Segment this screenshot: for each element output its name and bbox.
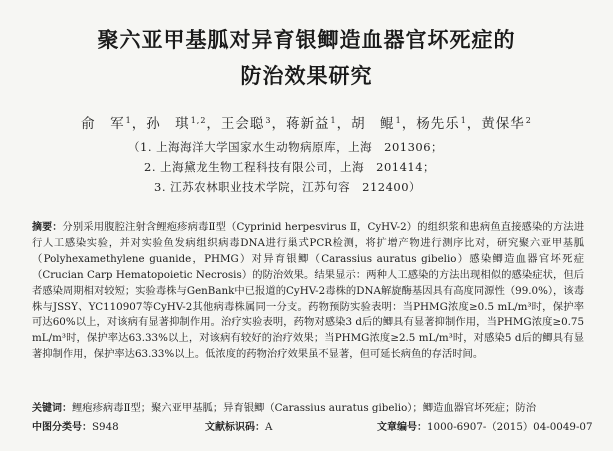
author: [81, 116, 132, 132]
keywords-label: 关键词：: [32, 403, 72, 414]
author-name: 王会聪: [220, 116, 265, 132]
author-name: 杨先乐: [416, 116, 460, 132]
author: [351, 116, 402, 132]
clc-number: [32, 418, 119, 433]
document-code-value: A: [265, 421, 273, 433]
author-separator: ，: [271, 116, 287, 132]
keywords-text: 鲤疱疹病毒Ⅱ型；聚六亚甲基胍；异育银鲫（Carassius auratus gibelio）；鲫造血器官坏死症；防治: [72, 402, 536, 414]
abstract: [32, 220, 584, 363]
author-separator: ，: [131, 116, 147, 132]
author-name: 胡 鲲: [351, 116, 395, 132]
affiliation-2: 2. 上海黛龙生物工程科技有限公司，上海 201414；: [144, 160, 436, 174]
author-name: 黄保华: [481, 116, 525, 132]
article-title-line-1: 聚六亚甲基胍对异育银鲫造血器官坏死症的: [97, 28, 516, 52]
author-affiliation-mark: 1: [125, 115, 132, 125]
article-title-line-2: 防治效果研究: [240, 64, 373, 88]
author-separator: ，: [336, 116, 352, 132]
article-number-value: 1000-6907-（2015）04-0049-07: [427, 421, 593, 433]
author-separator: ，: [401, 116, 417, 132]
author-list: [0, 112, 613, 132]
author: [416, 116, 467, 132]
author-affiliation-mark: 1: [460, 115, 467, 125]
clc-value: S948: [92, 421, 119, 433]
document-code-label: 文献标识码：: [205, 422, 265, 433]
author: [221, 116, 272, 132]
abstract-text: 分别采用腹腔注射含鲤疱疹病毒Ⅱ型（Cyprinid herpesvirus Ⅱ，CyHV-2）的组织浆和患病鱼直接感染的方法进行人工感染实验，并对实验鱼发病组织病毒DNA进行巢式PCR检测，将扩增产物进行测序比对，研究聚六亚甲基胍（Polyhexamethylene guanide，PHMG）对异育银鲫（Carassius auratus gibelio）感染鲫造血器官坏死症（Crucian Carp Hematopoietic Necrosis）的防治效果。结果显示：两种人工感染的方法出现相似的感染症状，但后者感染周期相对较短；实验毒株与GenBank中已报道的CyHV-2毒株的DNA解旋酶基因具有高度同源性（99.0%），该毒株与JSSY、YC110907等CyHV-2其他病毒株属同一分支。药物预防实验表明：当PHMG浓度≥0.5 mL/m³时，保护率可达60%以上，对该病有显著抑制作用。治疗实验表明，药物对感染3 d后的鲫具有显著抑制作用，当PHMG浓度≥0.75 mL/m³时，保护率达63.33%以上，对该病有较好的治疗效果；当PHMG浓度≥2.5 mL/m³时，对感染5 d后的鲫具有显著抑制作用，保护率达63.33%以上。低浓度的药物治疗效果虽不显著，但可延长病鱼的存活时间。: [32, 221, 585, 361]
author-affiliation-mark: 2: [525, 115, 532, 125]
author: [481, 116, 532, 132]
author-separator: ，: [466, 116, 482, 132]
author-affiliation-mark: 3: [265, 115, 272, 125]
affiliation-3: 3. 江苏农林职业技术学院，江苏句容 212400）: [154, 180, 422, 194]
author-affiliation-mark: 1,2: [190, 115, 207, 125]
author: [286, 116, 337, 132]
author: [146, 116, 206, 132]
article-number-label: 文章编号：: [377, 422, 427, 433]
author-affiliation-mark: 1: [330, 115, 337, 125]
author-separator: ，: [206, 116, 221, 132]
keywords: [32, 399, 592, 414]
author-affiliation-mark: 1: [395, 115, 402, 125]
author-name: 俞 军: [81, 116, 125, 132]
abstract-label: 摘要：: [32, 222, 63, 233]
author-name: 蒋新益: [286, 116, 330, 132]
clc-label: 中图分类号：: [32, 422, 92, 433]
document-code: [205, 418, 272, 433]
author-name: 孙 琪: [146, 116, 190, 132]
affiliation-1: （1. 上海海洋大学国家水生动物病原库，上海 201306；: [128, 140, 444, 154]
article-number: [377, 418, 593, 433]
